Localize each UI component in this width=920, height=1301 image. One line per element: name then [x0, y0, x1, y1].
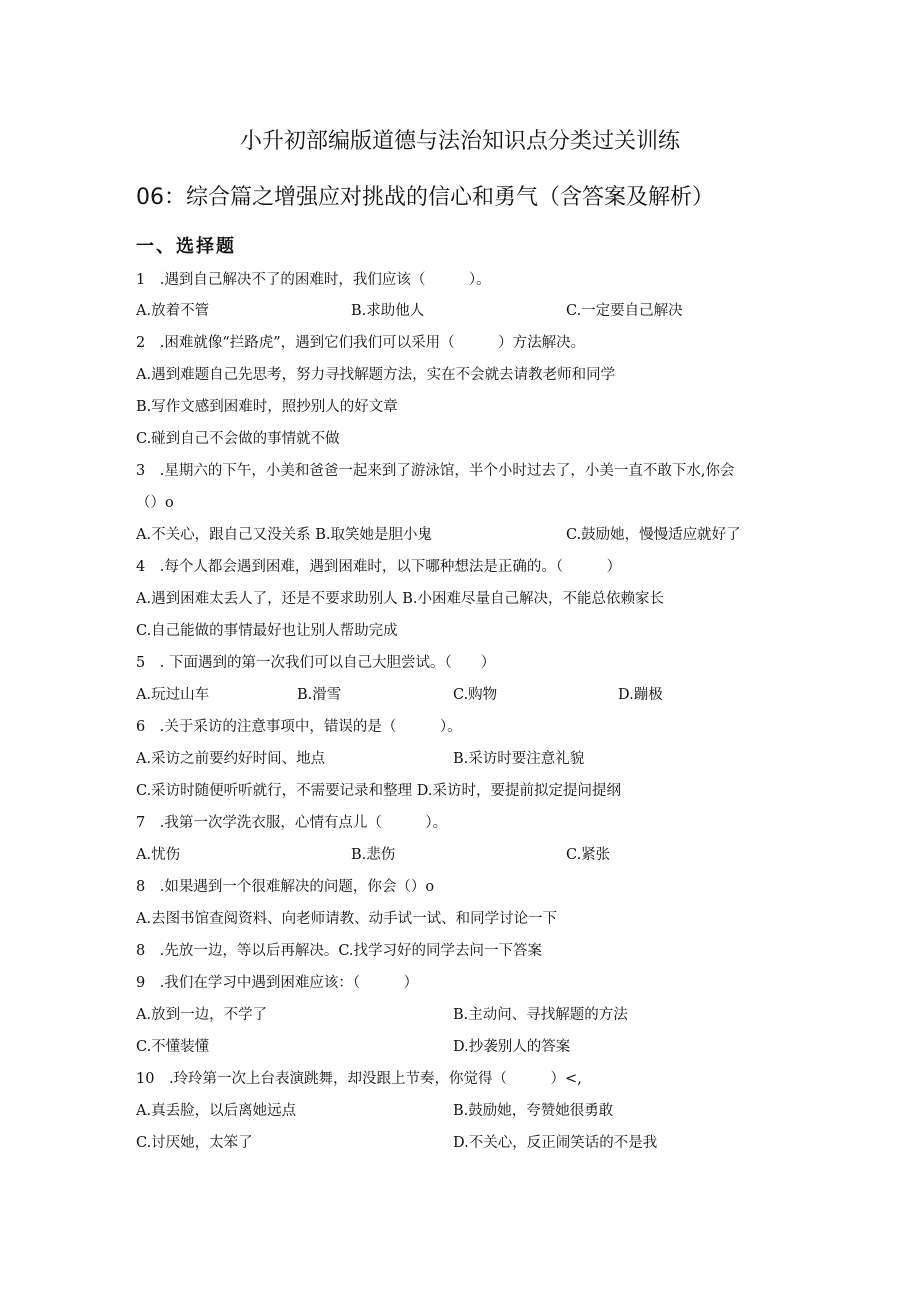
q9-option-b: B.主动问、寻找解题的方法 [453, 1007, 628, 1023]
q6-option-cd: C.采访时随便听听就行，不需要记录和整理 D.采访时，要提前拟定提问提纲 [136, 783, 622, 799]
q2-option-a: A.遇到难题自己先思考，努力寻找解题方法，实在不会就去请教老师和同学 [136, 367, 616, 383]
question-3-continued: （）o [136, 495, 174, 511]
q9-option-d: D.抄袭别人的答案 [453, 1039, 571, 1055]
q1-option-a: A.放着不管 [136, 303, 210, 319]
q9-option-c: C.不懂装懂 [136, 1039, 210, 1055]
q4-option-ab: A.遇到困难太丢人了，还是不要求助别人 B.小困难尽量自己解决，不能总依赖家长 [136, 591, 664, 607]
question-1: 1 .遇到自己解决不了的困难时，我们应该（ ）。 [136, 272, 491, 288]
q10-option-a: A.真丢脸，以后离她远点 [136, 1103, 297, 1119]
question-8: 8 .如果遇到一个很难解决的问题，你会（）o [136, 879, 435, 895]
q5-option-a: A.玩过山车 [136, 687, 210, 703]
q7-option-b: B.悲伤 [351, 847, 396, 863]
q1-option-b: B.求助他人 [351, 303, 425, 319]
q5-option-d: D.蹦极 [618, 687, 663, 703]
question-10: 10 .玲玲第一次上台表演跳舞，却没跟上节奏，你觉得（ ）<, [136, 1071, 582, 1087]
q8-option-a: A.去图书馆查阅资料、向老师请教、动手试一试、和同学讨论一下 [136, 911, 558, 927]
question-9: 9 .我们在学习中遇到困难应该：（ ） [136, 975, 419, 991]
q4-option-c: C.自己能做的事情最好也让别人帮助完成 [136, 623, 398, 639]
q6-option-a: A.采访之前要约好时间、地点 [136, 751, 326, 767]
q7-option-a: A.忧伤 [136, 847, 181, 863]
q10-option-d: D.不关心，反正闹笑话的不是我 [453, 1135, 658, 1151]
question-4: 4 .每个人都会遇到困难，遇到困难时，以下哪种想法是正确的。（ ） [136, 559, 622, 575]
q9-option-a: A.放到一边，不学了 [136, 1007, 268, 1023]
q10-option-b: B.鼓励她，夸赞她很勇敢 [453, 1103, 614, 1119]
q1-option-c: C.一定要自己解决 [566, 303, 683, 319]
question-3: 3 .星期六的下午，小美和爸爸一起来到了游泳馆，半个小时过去了，小美一直不敢下水,你会 [136, 463, 735, 479]
q10-option-c: C.讨厌她，太笨了 [136, 1135, 253, 1151]
q2-option-c: C.碰到自己不会做的事情就不做 [136, 431, 340, 447]
question-7: 7 .我第一次学洗衣服，心情有点儿（ ）。 [136, 815, 448, 831]
question-6: 6 .关于采访的注意事项中，错误的是（ ）。 [136, 719, 462, 735]
document-title-line2: 06：综合篇之增强应对挑战的信心和勇气（含答案及解析） [136, 185, 714, 210]
q7-option-c: C.紧张 [566, 847, 611, 863]
question-5: 5 . 下面遇到的第一次我们可以自己大胆尝试。（ ） [136, 655, 496, 671]
q2-option-b: B.写作文感到困难时，照抄别人的好文章 [136, 399, 398, 415]
q5-option-c: C.购物 [453, 687, 498, 703]
q6-option-b: B.采访时要注意礼貌 [453, 751, 585, 767]
q8-option-bc: 8 .先放一边，等以后再解决。C.找学习好的同学去问一下答案 [136, 943, 543, 959]
q3-option-ab: A.不关心，跟自己又没关系 B.取笑她是胆小鬼 [136, 527, 432, 543]
q5-option-b: B.滑雪 [297, 687, 342, 703]
question-2: 2 .困难就像“拦路虎”，遇到它们我们可以采用（ ）方法解决。 [136, 335, 586, 351]
document-title-line1: 小升初部编版道德与法治知识点分类过关训练 [239, 129, 680, 154]
q3-option-c: C.鼓励她，慢慢适应就好了 [566, 527, 741, 543]
section-heading: 一、选择题 [136, 236, 236, 257]
